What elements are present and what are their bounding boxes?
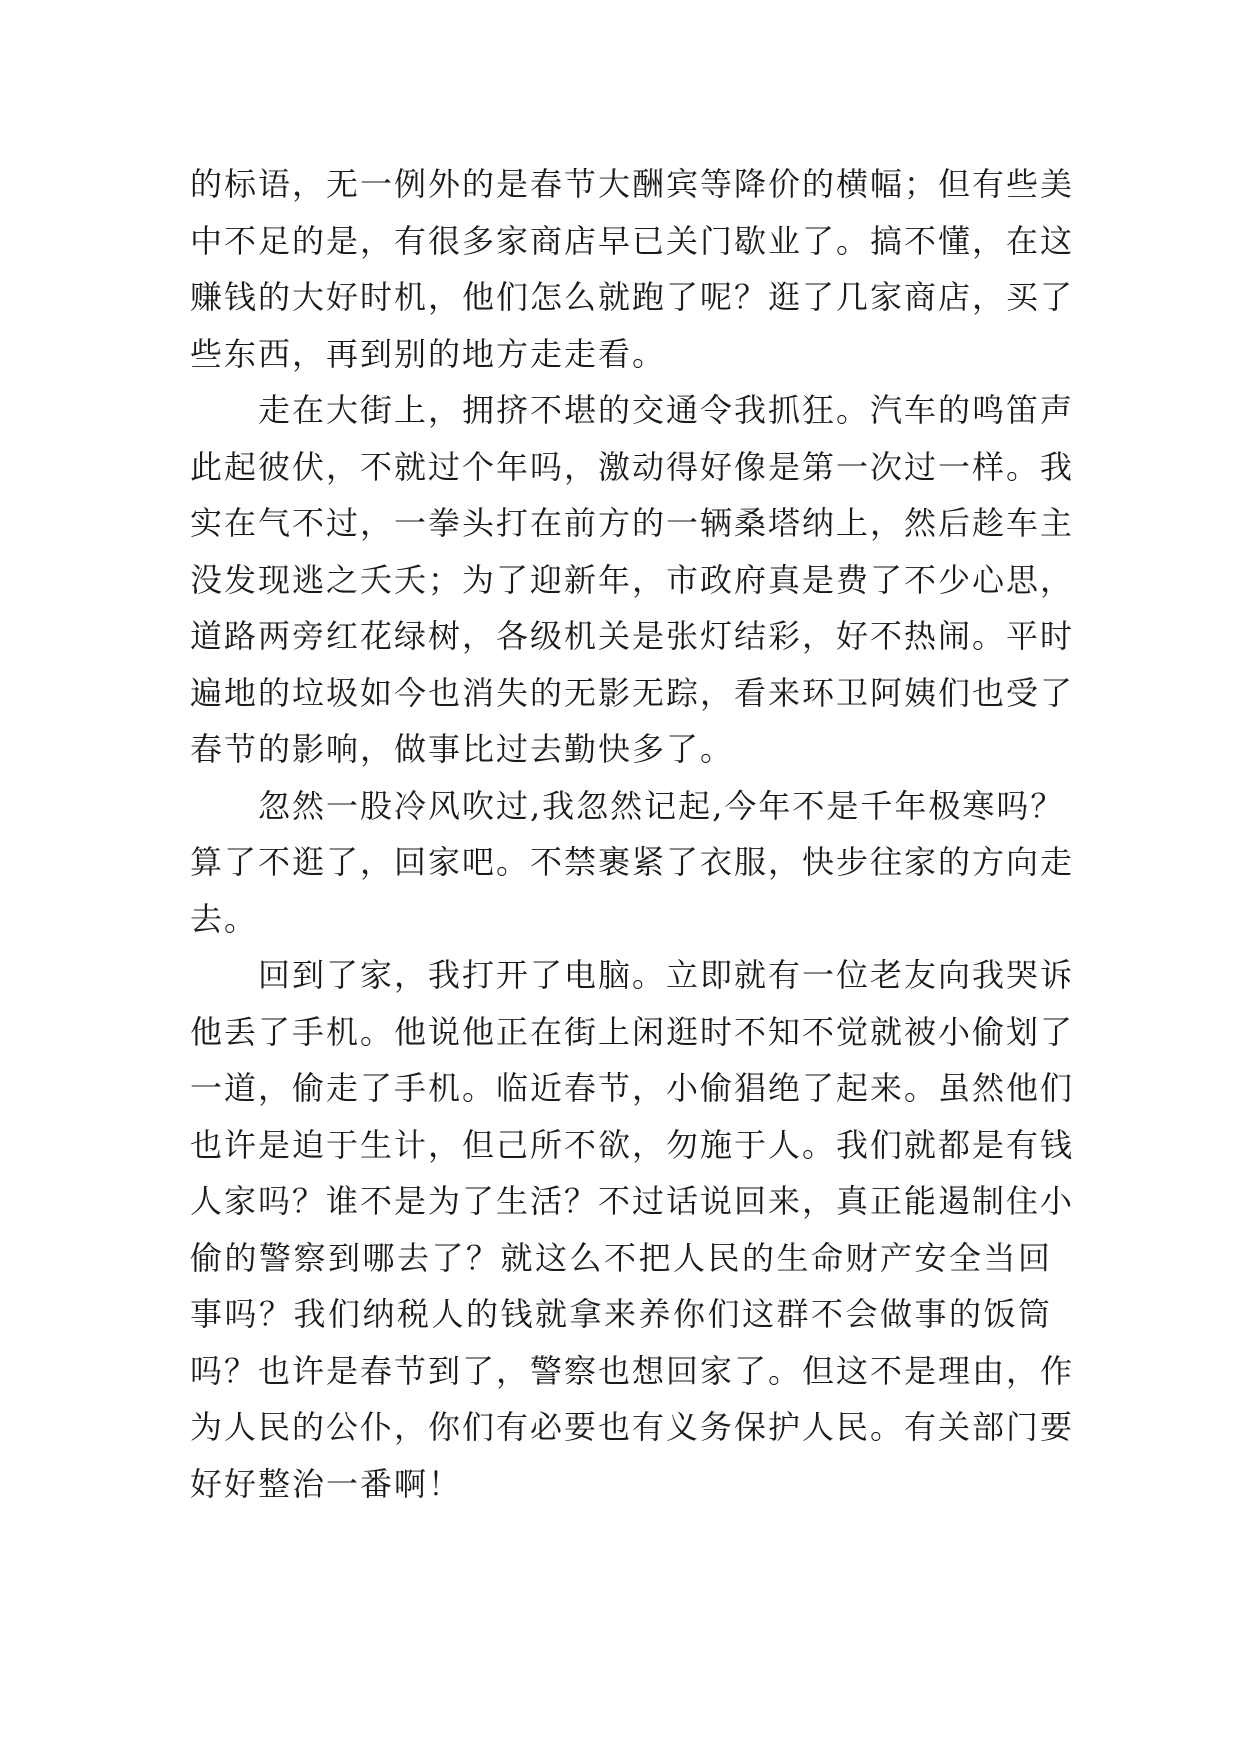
text-line: 他丢了手机。他说他正在街上闲逛时不知不觉就被小偷划了 <box>190 1012 1075 1051</box>
paragraph-2 <box>190 382 1075 778</box>
text-line: 回到了家，我打开了电脑。立即就有一位老友向我哭诉 <box>190 956 1075 994</box>
text-line: 道路两旁红花绿树，各级机关是张灯结彩，好不热闹。平时 <box>190 617 1075 655</box>
text-line: 遍地的垃圾如今也消失的无影无踪，看来环卫阿姨们也受了 <box>190 673 1075 712</box>
text-line: 吗？也许是春节到了，警察也想回家了。但这不是理由，作 <box>190 1351 1075 1390</box>
text-line: 些东西，再到别的地方走走看。 <box>190 334 667 373</box>
paragraph-1 <box>190 156 1075 382</box>
text-line: 也许是迫于生计，但己所不欲，勿施于人。我们就都是有钱 <box>190 1125 1075 1164</box>
text-line: 偷的警察到哪去了？就这么不把人民的生命财产安全当回 <box>190 1238 1052 1277</box>
text-line: 人家吗？谁不是为了生活？不过话说回来，真正能遏制住小 <box>190 1182 1075 1220</box>
text-line: 赚钱的大好时机，他们怎么就跑了呢？逛了几家商店，买了 <box>190 278 1075 316</box>
paragraph-4 <box>190 947 1075 1512</box>
text-line: 忽然一股冷风吹过,我忽然记起,今年不是千年极寒吗？ <box>190 786 1065 825</box>
text-line: 春节的影响，做事比过去勤快多了。 <box>190 730 735 768</box>
text-line: 此起彼伏，不就过个年吗，激动得好像是第一次过一样。我 <box>190 447 1075 486</box>
text-line: 中不足的是，有很多家商店早已关门歇业了。搞不懂，在这 <box>190 221 1075 260</box>
text-line: 没发现逃之夭夭；为了迎新年，市政府真是费了不少心思， <box>190 560 1075 599</box>
text-line: 一道，偷走了手机。临近春节，小偷猖绝了起来。虽然他们 <box>190 1069 1075 1107</box>
text-line: 事吗？我们纳税人的钱就拿来养你们这群不会做事的饭筒 <box>190 1295 1052 1333</box>
text-line: 实在气不过，一拳头打在前方的一辆桑塔纳上，然后趁车主 <box>190 504 1075 542</box>
text-line: 去。 <box>190 899 259 938</box>
text-line: 的标语，无一例外的是春节大酬宾等降价的横幅；但有些美 <box>190 165 1075 203</box>
text-line: 好好整治一番啊！ <box>190 1464 463 1503</box>
text-line: 走在大街上，拥挤不堪的交通令我抓狂。汽车的鸣笛声 <box>190 391 1075 429</box>
paragraph-3 <box>190 778 1075 948</box>
document-body <box>190 156 1075 1512</box>
text-line: 为人民的公仆，你们有必要也有义务保护人民。有关部门要 <box>190 1408 1075 1446</box>
text-line: 算了不逛了，回家吧。不禁裹紧了衣服，快步往家的方向走 <box>190 843 1075 881</box>
